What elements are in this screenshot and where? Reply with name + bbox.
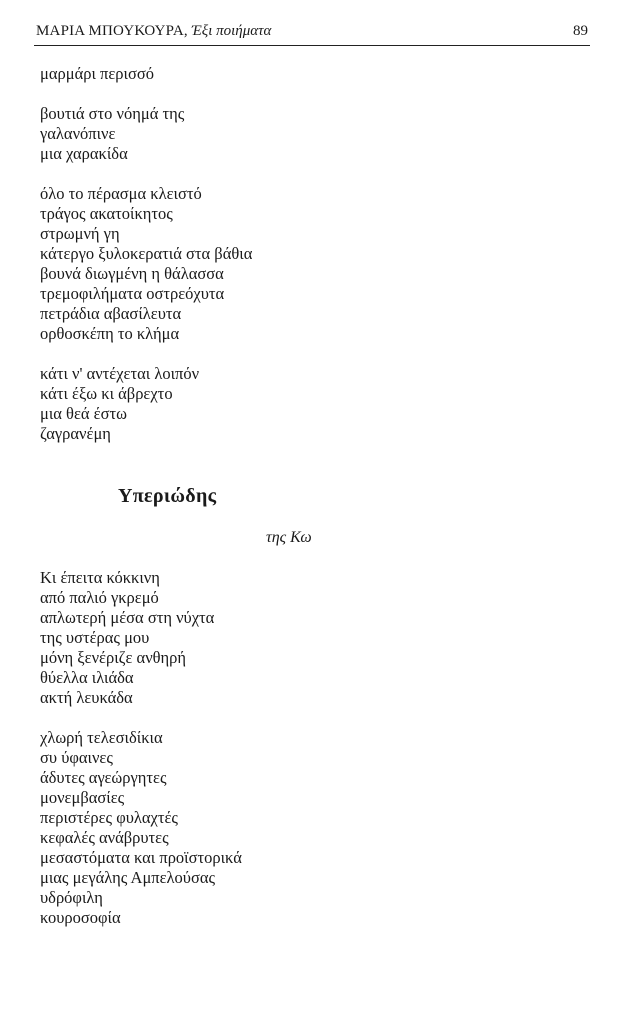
running-head-book-title: Έξι ποιήματα bbox=[191, 23, 272, 39]
verse-line: Κι έπειτα κόκκινη bbox=[40, 568, 160, 587]
verse-line: υδρόφιλη bbox=[40, 888, 103, 907]
verse-line: μιας μεγάλης Αμπελούσας bbox=[40, 868, 216, 887]
verse-line: βουνά διωγμένη η θάλασσα bbox=[40, 264, 224, 283]
verse-line: κάτι ν' αντέχεται λοιπόν bbox=[40, 364, 200, 383]
verse-line: κεφαλές ανάβρυτες bbox=[40, 828, 169, 847]
stanza bbox=[40, 728, 242, 928]
stanza bbox=[40, 64, 252, 84]
verse-line: χλωρή τελεσιδίκια bbox=[40, 728, 163, 747]
poem-title: Υπεριώδης bbox=[118, 485, 217, 507]
verse-line: γαλανόπινε bbox=[40, 124, 116, 143]
verse-line: κάτεργο ξυλοκερατιά στα βάθια bbox=[40, 244, 253, 263]
verse-line: κουροσοφία bbox=[40, 908, 121, 927]
poem-body bbox=[40, 568, 242, 928]
header-rule bbox=[34, 45, 590, 46]
verse-line: μαρμάρι περισσό bbox=[40, 64, 154, 83]
poem-dedication: της Κω bbox=[266, 529, 312, 546]
verse-line: άδυτες αγεώργητες bbox=[40, 768, 167, 787]
verse-line: από παλιό γκρεμό bbox=[40, 588, 159, 607]
verse-line: μια χαρακίδα bbox=[40, 144, 128, 163]
page-number: 89 bbox=[573, 23, 588, 39]
verse-line: απλωτερή μέσα στη νύχτα bbox=[40, 608, 215, 627]
stanza bbox=[40, 184, 252, 344]
poem-continued-body bbox=[40, 64, 252, 444]
verse-line: της υστέρας μου bbox=[40, 628, 150, 647]
stanza bbox=[40, 364, 252, 444]
verse-line: μονεμβασίες bbox=[40, 788, 125, 807]
verse-line: βουτιά στο νόημά της bbox=[40, 104, 185, 123]
running-head-author: ΜΑΡΙΑ ΜΠΟΥΚΟΥΡΑ, bbox=[36, 23, 188, 39]
verse-line: θύελλα ιλιάδα bbox=[40, 668, 134, 687]
verse-line: περιστέρες φυλαχτές bbox=[40, 808, 178, 827]
verse-line: μεσαστόματα και προϊστορικά bbox=[40, 848, 242, 867]
verse-line: συ ύφαινες bbox=[40, 748, 113, 767]
verse-line: μια θεά έστω bbox=[40, 404, 127, 423]
verse-line: τράγος ακατοίκητος bbox=[40, 204, 173, 223]
verse-line: ορθοσκέπη το κλήμα bbox=[40, 324, 180, 343]
running-head bbox=[36, 22, 588, 44]
verse-line: ζαγρανέμη bbox=[40, 424, 111, 443]
verse-line: κάτι έξω κι άβρεχτο bbox=[40, 384, 173, 403]
stanza bbox=[40, 568, 242, 708]
verse-line: πετράδια αβασίλευτα bbox=[40, 304, 182, 323]
verse-line: στρωμνή γη bbox=[40, 224, 120, 243]
stanza bbox=[40, 104, 252, 164]
verse-line: μόνη ξενέριζε ανθηρή bbox=[40, 648, 187, 667]
verse-line: ακτή λευκάδα bbox=[40, 688, 133, 707]
verse-line: όλο το πέρασμα κλειστό bbox=[40, 184, 202, 203]
verse-line: τρεμοφιλήματα οστρεόχυτα bbox=[40, 284, 225, 303]
